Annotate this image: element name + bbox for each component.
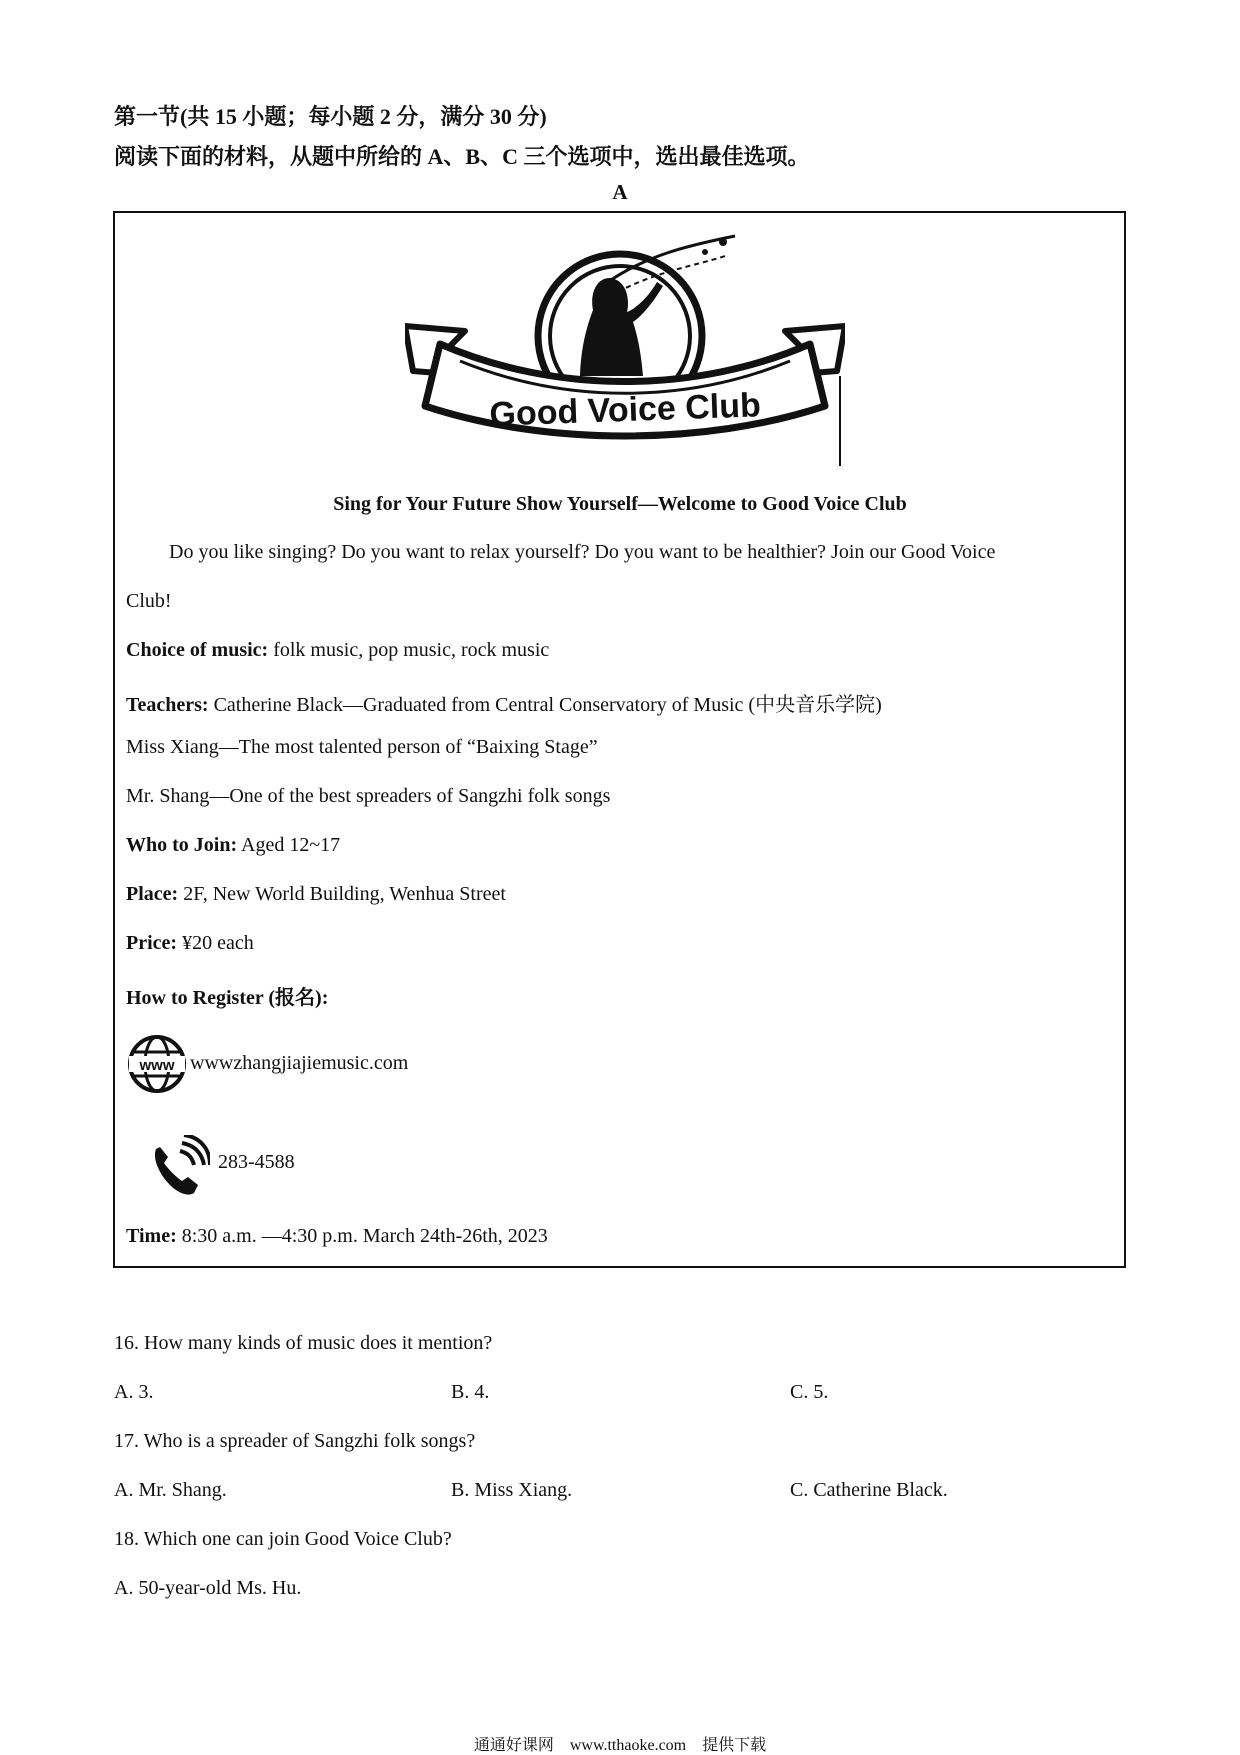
question-16-option-c: C. 5. bbox=[790, 1381, 829, 1403]
instruction-text: 阅读下面的材料，从题中所给的 A、B、C 三个选项中，选出最佳选项。 bbox=[114, 144, 810, 169]
teachers-label: Teachers: bbox=[126, 694, 209, 716]
website-link[interactable]: wwwzhangjiajiemusic.com bbox=[190, 1052, 409, 1074]
phone-icon bbox=[146, 1135, 210, 1199]
price-line bbox=[126, 932, 254, 955]
question-17-stem: 17. Who is a spreader of Sangzhi folk songs? bbox=[114, 1430, 476, 1452]
who-to-join bbox=[126, 834, 340, 857]
question-17-option-c: C. Catherine Black. bbox=[790, 1479, 948, 1501]
passage-letter: A bbox=[612, 180, 628, 204]
section-title: 第一节(共 15 小题；每小题 2 分，满分 30 分) bbox=[114, 104, 547, 129]
question-16-option-a: A. 3. bbox=[114, 1381, 154, 1403]
question-17-option-b: B. Miss Xiang. bbox=[451, 1479, 573, 1501]
globe-icon bbox=[125, 1034, 189, 1094]
time-value: 8:30 a.m. —4:30 p.m. March 24th-26th, 2023 bbox=[176, 1225, 548, 1247]
club-logo bbox=[405, 226, 845, 466]
music-choice bbox=[126, 639, 549, 662]
question-17-option-a: A. Mr. Shang. bbox=[114, 1479, 227, 1501]
ad-headline: Sing for Your Future Show Yourself—Welcome to Good Voice Club bbox=[333, 493, 907, 515]
place-value: 2F, New World Building, Wenhua Street bbox=[178, 883, 506, 905]
question-18-stem: 18. Which one can join Good Voice Club? bbox=[114, 1528, 452, 1550]
register-label: How to Register (报名): bbox=[126, 987, 329, 1009]
question-16-option-b: B. 4. bbox=[451, 1381, 490, 1403]
website-icon-text: www bbox=[139, 1057, 175, 1074]
time-line bbox=[126, 1225, 548, 1248]
teacher-2: Miss Xiang—The most talented person of “Baixing Stage” bbox=[126, 736, 598, 758]
intro-line-2: Club! bbox=[126, 590, 172, 612]
teacher-3: Mr. Shang—One of the best spreaders of Sangzhi folk songs bbox=[126, 785, 611, 807]
place-line bbox=[126, 883, 506, 906]
time-label: Time: bbox=[126, 1225, 177, 1247]
question-18-option-a: A. 50-year-old Ms. Hu. bbox=[114, 1577, 302, 1599]
price-label: Price: bbox=[126, 932, 178, 954]
intro-line-1: Do you like singing? Do you want to relax yourself? Do you want to be healthier? Join our Good Voice bbox=[169, 541, 996, 563]
place-label: Place: bbox=[126, 883, 179, 905]
teachers-line bbox=[126, 688, 882, 717]
phone-number: 283-4588 bbox=[218, 1151, 295, 1173]
price-value: ¥20 each bbox=[177, 932, 254, 954]
music-value: folk music, pop music, rock music bbox=[268, 639, 550, 661]
logo-text: Good Voice Club bbox=[488, 386, 762, 434]
teacher-1: Catherine Black—Graduated from Central Conservatory of Music (中央音乐学院) bbox=[208, 694, 882, 716]
question-16-stem: 16. How many kinds of music does it mention? bbox=[114, 1332, 493, 1354]
who-label: Who to Join: bbox=[126, 834, 238, 856]
who-value: Aged 12~17 bbox=[237, 834, 341, 856]
footer-text: 通通好课网 www.tthaoke.com 提供下载 bbox=[473, 1737, 767, 1754]
music-label: Choice of music: bbox=[126, 639, 269, 661]
